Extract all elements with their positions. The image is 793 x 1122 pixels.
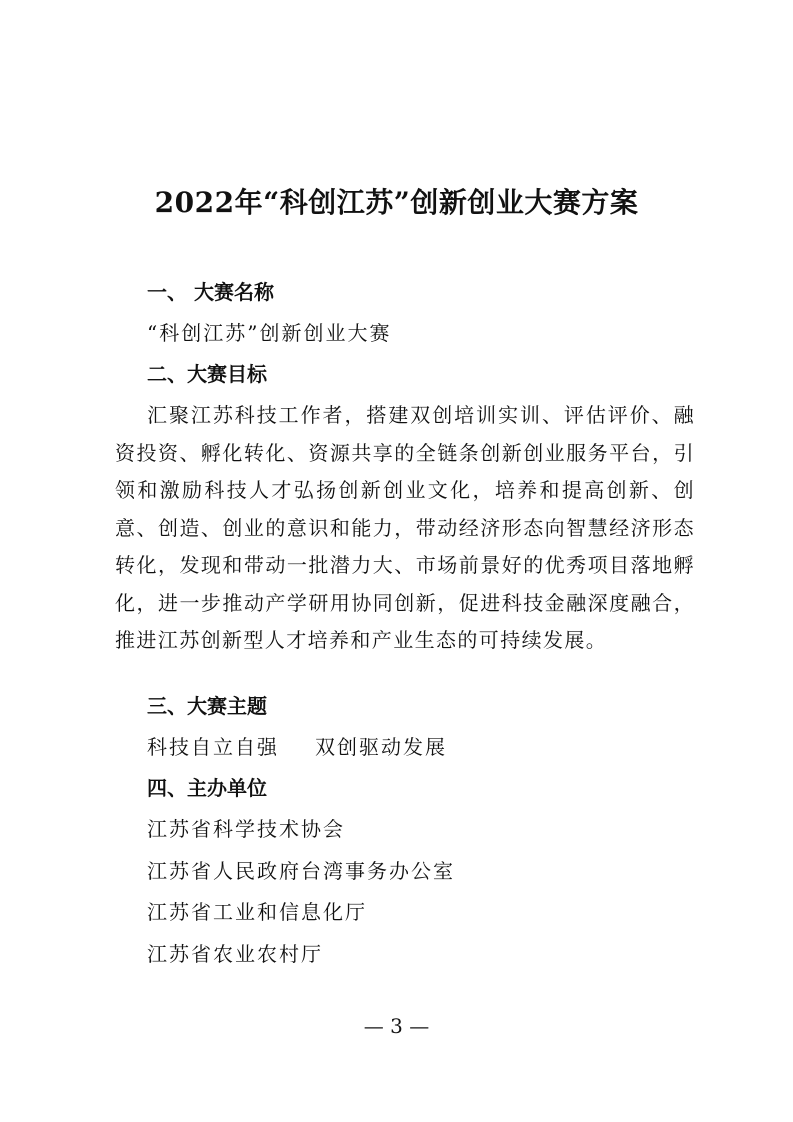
section-heading-theme: 三、大赛主题 — [147, 694, 267, 718]
page-number: — 3 — — [363, 1014, 430, 1038]
section-heading-goal: 二、大赛目标 — [147, 362, 267, 386]
section-heading-name: 一、 大赛名称 — [147, 280, 274, 304]
theme-line — [147, 733, 447, 761]
competition-name-text: “科创江苏”创新创业大赛 — [147, 321, 392, 345]
organizer-item: 江苏省农业农村厅 — [147, 942, 323, 966]
section-heading-organizers: 四、主办单位 — [147, 776, 267, 800]
organizer-item: 江苏省人民政府台湾事务办公室 — [147, 859, 455, 883]
goal-paragraph: 汇聚江苏科技工作者，搭建双创培训实训、评估评价、融资投资、孵化转化、资源共享的全链条创新创业服务平台，引领和激励科技人才弘扬创新创业文化，培养和提高创新、创意、创造、创业的意识和能力，带动经济形态向智慧经济形态转化，发现和带动一批潜力大、市场前景好的优秀项目落地孵化，进一步推动产学研用协同创新，促进科技金融深度融合，推进江苏创新型人才培养和产业生态的可持续发展。 — [115, 403, 695, 652]
document-title: 2022年“科创江苏”创新创业大赛方案 — [154, 186, 639, 219]
theme-part-2: 双创驱动发展 — [315, 735, 447, 759]
organizer-item: 江苏省工业和信息化厅 — [147, 900, 367, 924]
theme-part-1: 科技自立自强 — [147, 735, 279, 759]
organizer-item: 江苏省科学技术协会 — [147, 817, 345, 841]
